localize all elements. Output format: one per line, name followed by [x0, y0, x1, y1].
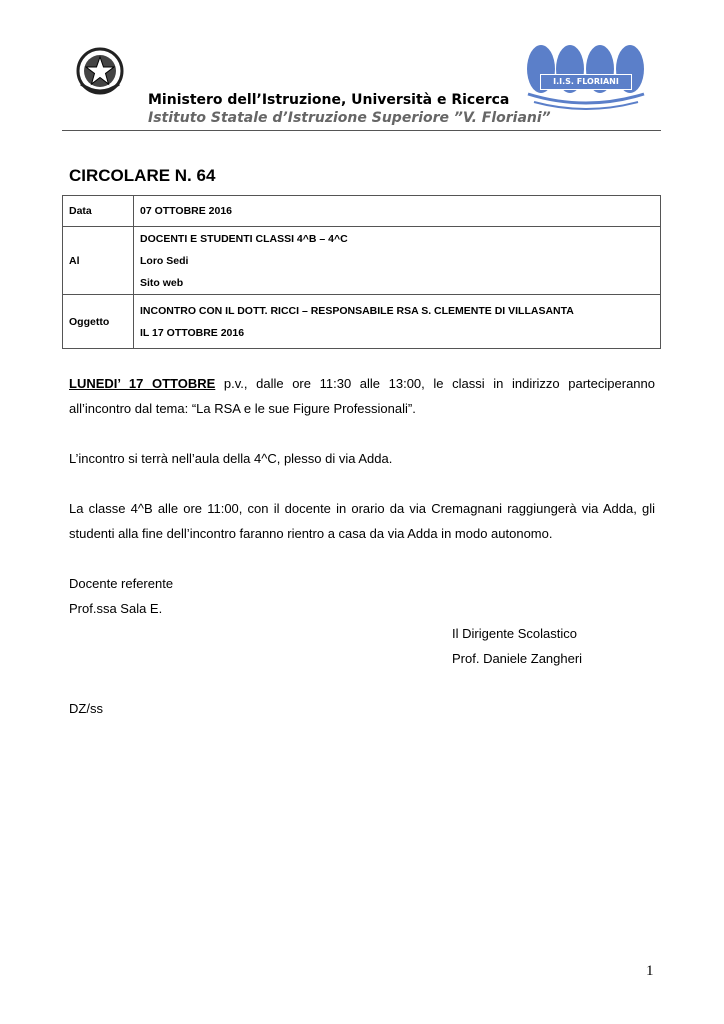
republic-emblem-icon	[75, 46, 125, 96]
school-logo-text: I.I.S. FLORIANI	[540, 74, 632, 90]
oggetto-value	[134, 295, 661, 349]
table-row-al	[63, 227, 661, 295]
oggetto-date: IL 17 OTTOBRE 2016	[140, 326, 245, 339]
header-divider	[62, 130, 661, 131]
data-label: Data	[63, 196, 134, 227]
circular-title: CIRCOLARE N. 64	[69, 166, 216, 185]
referent-name: Prof.ssa Sala E.	[69, 601, 163, 616]
signature-name: Prof. Daniele Zangheri	[452, 651, 583, 666]
paragraph-2: L’incontro si terrà nell’aula della 4^C, plesso di via Adda.	[69, 451, 393, 466]
paragraph-1-text: p.v., dalle ore 11:30 alle 13:00, le classi in indirizzo parteciperanno all’incontro dal tema: “La RSA e le sue Figure Professionali”.	[69, 376, 655, 416]
event-date-emphasis: LUNEDI’ 17 OTTOBRE	[69, 376, 216, 391]
signature-role: Il Dirigente Scolastico	[452, 626, 577, 641]
initials: DZ/ss	[69, 701, 103, 716]
al-recipients: DOCENTI E STUDENTI CLASSI 4^B – 4^C	[140, 232, 348, 245]
oggetto-label: Oggetto	[63, 295, 134, 349]
info-table	[62, 195, 661, 349]
ministry-name: Ministero dell’Istruzione, Università e Ricerca	[148, 92, 510, 108]
al-location: Loro Sedi	[140, 254, 189, 267]
table-row-oggetto	[63, 295, 661, 349]
al-website: Sito web	[140, 276, 184, 289]
paragraph-1	[69, 371, 655, 421]
data-value: 07 OTTOBRE 2016	[134, 196, 661, 227]
referent-label: Docente referente	[69, 576, 174, 591]
institute-name: Istituto Statale d’Istruzione Superiore ”V. Floriani”	[148, 110, 551, 126]
paragraph-3: La classe 4^B alle ore 11:00, con il docente in orario da via Cremagnani raggiungerà via Adda, gli studenti alla fine dell’incontro faranno rientro a casa da via Adda in modo autonomo.	[69, 501, 655, 541]
al-label: Al	[63, 227, 134, 295]
page-number: 1	[646, 963, 654, 979]
al-value	[134, 227, 661, 295]
oggetto-subject: INCONTRO CON IL DOTT. RICCI – RESPONSABILE RSA S. CLEMENTE DI VILLASANTA	[140, 304, 574, 317]
table-row-data	[63, 196, 661, 227]
